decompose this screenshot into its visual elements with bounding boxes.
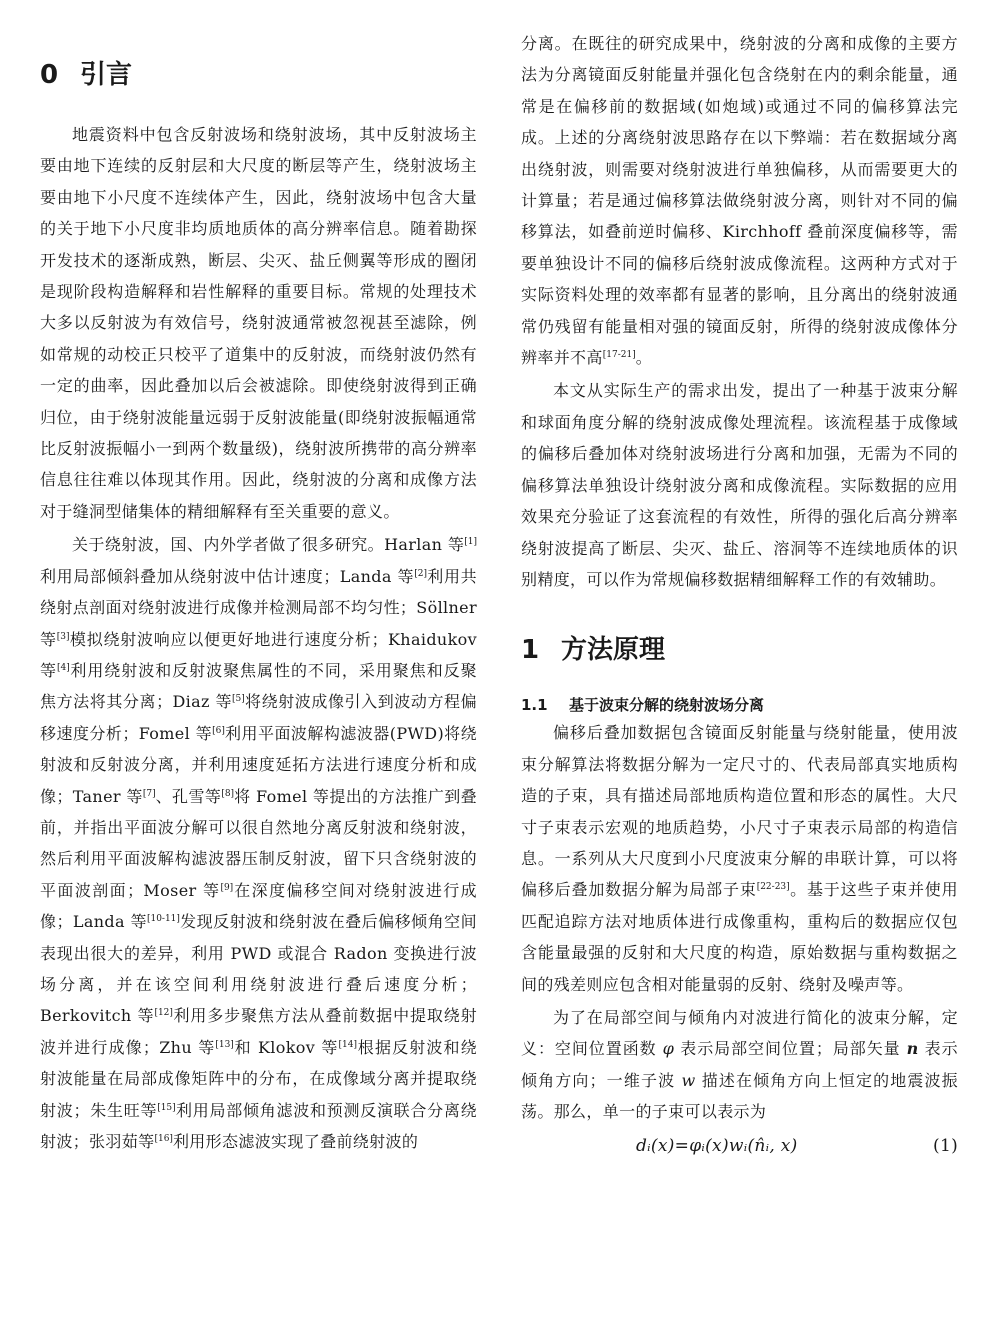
citation: [15]	[157, 1102, 176, 1113]
section-title: 引言	[80, 60, 133, 90]
citation: [3]	[56, 631, 70, 642]
citation: [2]	[414, 568, 427, 579]
citation: [1]	[464, 537, 477, 548]
equation-number: (1)	[933, 1135, 958, 1156]
citation: [6]	[212, 725, 225, 736]
text-run: 根据反射波和绕射波能量在局部成像矩阵中的分布，在成像域分离并提取绕射波；朱生旺等	[40, 1037, 478, 1120]
text-run: 偏移后叠加数据包含镜面反射能量与绕射能量，使用波束分解算法将数据分解为一定尺寸的、代表局部真实地质构造的子束，具有描述局部地质构造位置和形态的属性。大尺寸子束表示宏观的地质趋势，小尺寸子束表示局部的构造信息。一系列从大尺度到小尺度波束分解的串联计算，可以将偏移后叠加数据分解为局部子束	[521, 723, 958, 900]
citation: [13]	[215, 1039, 234, 1050]
text-run: 利用多步聚焦方法从叠前数据中提取绕射波并进行成像；Zhu 等	[40, 1006, 477, 1057]
text-run: 为了在局部空间与倾角内对波进行简化的波束分解，定义：空间位置函数	[521, 1007, 958, 1059]
text-run: 将 Fomel 等提出的方法推广到叠前，并指出平面波分解可以很自然地分离反射波和绕射波，然后利用平面波解构滤波器压制反射波，留下只含绕射波的平面波剖面；Moser 等	[40, 786, 477, 900]
right-column	[521, 28, 958, 1162]
citation: [7]	[142, 788, 156, 799]
methods-paragraph-1	[521, 717, 958, 1000]
citation: [5]	[232, 694, 245, 705]
subsection-title: 基于波束分解的绕射波场分离	[569, 696, 765, 715]
section-number: 1	[521, 635, 540, 666]
equation-1	[521, 1130, 958, 1162]
text-run: 利用局部倾角滤波和预测反演联合分离绕射波；张羽茹等	[40, 1100, 477, 1151]
text-run: 表示局部空间位置；局部矢量	[674, 1039, 907, 1059]
citation: [4]	[56, 662, 70, 673]
left-column	[40, 28, 477, 1157]
text-run: 发现反射波和绕射波在叠后偏移倾角空间表现出很大的差异，利用 PWD 或混合 Radon 变换进行波场分离，并在该空间利用绕射波进行叠后速度分析；Berkovitch 等	[40, 912, 477, 1026]
citation: [16]	[154, 1134, 173, 1144]
citation: [17-21]	[602, 350, 636, 361]
subsection-heading-1-1	[521, 695, 958, 715]
text-run: 和 Klokov 等	[233, 1037, 339, 1057]
section-heading-methods	[521, 635, 958, 665]
text-run: 利用平面波解构滤波器(PWD)将绕射波和反射波分离，并利用速度延拓方法进行速度分析和成像；Taner 等	[40, 723, 477, 806]
w-symbol: w	[681, 1070, 696, 1090]
section-heading-introduction	[40, 60, 477, 90]
section-title: 方法原理	[561, 635, 666, 666]
text-run: 利用局部倾斜叠加从绕射波中估计速度；Landa 等	[40, 566, 415, 586]
subsection-number: 1.1	[521, 696, 548, 715]
intro-paragraph-2-continued	[521, 28, 958, 373]
text-run: 利用绕射波和反射波聚焦属性的不同，采用聚焦和反聚焦方法将其分离；Diaz 等	[40, 660, 477, 712]
text-run: 。	[635, 348, 653, 368]
text-run: 关于绕射波，国、内外学者做了很多研究。Harlan 等	[72, 535, 465, 555]
citation: [22-23]	[756, 882, 790, 893]
citation: [10-11]	[146, 914, 180, 925]
citation: [14]	[338, 1039, 358, 1050]
citation: [12]	[154, 1008, 173, 1019]
section-number: 0	[40, 60, 59, 90]
intro-paragraph-2	[40, 529, 477, 1157]
text-run: 、孔雪等	[155, 786, 222, 806]
phi-symbol: φ	[662, 1039, 675, 1059]
methods-paragraph-2	[521, 1002, 958, 1128]
citation: [8]	[221, 788, 235, 799]
text-run: 描述在倾角方向上恒定的地震波振荡。那么，单一的子束可以表示为	[521, 1070, 959, 1122]
text-run: 将绕射波成像引入到波动方程偏移速度分析；Fomel 等	[40, 692, 477, 743]
text-run: 。基于这些子束并使用匹配追踪方法对地质体进行成像重构，重构后的数据应仅包含能量最强的反射和大尺度的构造，原始数据与重构数据之间的残差则应包含相对能量弱的反射、绕射及噪声等。	[521, 880, 958, 994]
text-run: 利用共绕射点剖面对绕射波进行成像并检测局部不均匀性；Söllner 等	[40, 566, 477, 649]
equation-expression: dᵢ(x)=φᵢ(x)wᵢ(n̂ᵢ, x)	[636, 1135, 798, 1156]
text-run: 分离。在既往的研究成果中，绕射波的分离和成像的主要方法为分离镜面反射能量并强化包含绕射在内的剩余能量，通常是在偏移前的数据域(如炮域)或通过不同的偏移算法完成。上述的分离绕射波思路存在以下弊端：若在数据域分离出绕射波，则需要对绕射波进行单独偏移，从而需要更大的计算量；若是通过偏移算法做绕射波分离，则针对不同的偏移算法，如叠前逆时偏移、Kirchhoff 叠前深度偏移等，需要单独设计不同的偏移后绕射波成像流程。这两种方式对于实际资料处理的效率都有显著的影响，且分离出的绕射波通常仍残留有能量相对强的镜面反射，所得的绕射波成像体分辨率并不高	[521, 34, 958, 368]
intro-paragraph-1: 地震资料中包含反射波场和绕射波场，其中反射波场主要由地下连续的反射层和大尺度的断层等产生，绕射波场主要由地下小尺度不连续体产生，因此，绕射波场中包含大量的关于地下小尺度非均质地质体的高分辨率信息。随着勘探开发技术的逐渐成熟，断层、尖灭、盐丘侧翼等形成的圈闭是现阶段构造解释和岩性解释的重要目标。常规的处理技术大多以反射波为有效信号，绕射波通常被忽视甚至滤除，例如常规的动校正只校平了道集中的反射波，而绕射波仍然有一定的曲率，因此叠加以后会被滤除。即使绕射波得到正确归位，由于绕射波能量远弱于反射波能量(即绕射波振幅通常比反射波振幅小一到两个数量级)，绕射波所携带的高分辨率信息往往难以体现其作用。因此，绕射波的分离和成像方法对于缝洞型储集体的精细解释有至关重要的意义。	[40, 125, 477, 521]
text-run: 在深度偏移空间对绕射波进行成像；Landa 等	[40, 880, 477, 932]
text-run: 模拟绕射波响应以便更好地进行速度分析；Khaidukov 等	[40, 629, 477, 680]
text-run: 利用形态滤波实现了叠前绕射波的	[172, 1132, 419, 1151]
n-vector-symbol: n	[906, 1039, 919, 1059]
intro-paragraph-3: 本文从实际生产的需求出发，提出了一种基于波束分解和球面角度分解的绕射波成像处理流程。该流程基于成像域的偏移后叠加体对绕射波场进行分离和加强，无需为不同的偏移算法单独设计绕射波分离和成像流程。实际数据的应用效果充分验证了这套流程的有效性，所得的强化后高分辨率绕射波提高了断层、尖灭、盐丘、溶洞等不连续地质体的识别精度，可以作为常规偏移数据精细解释工作的有效辅助。	[521, 381, 958, 589]
text-run: 表示倾角方向；一维子波	[521, 1039, 958, 1090]
citation: [9]	[220, 882, 234, 893]
